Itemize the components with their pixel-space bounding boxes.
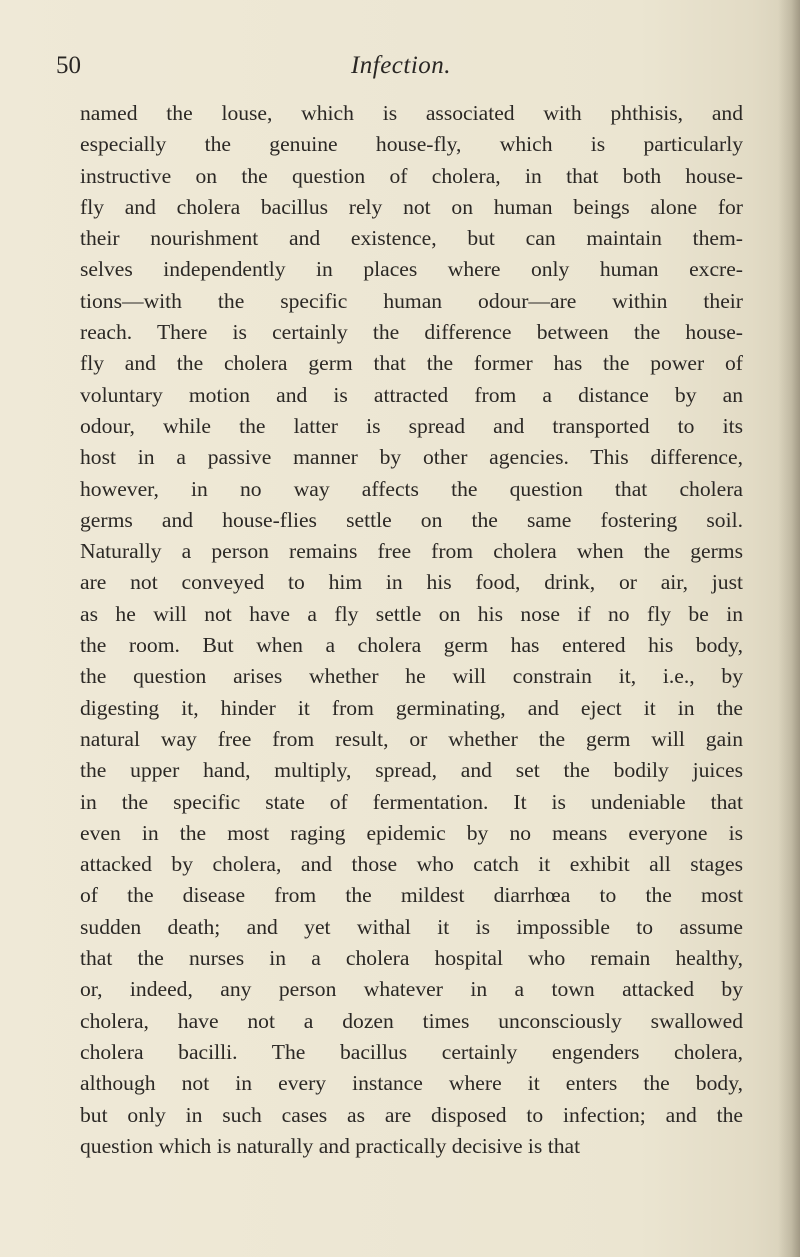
text-line: reach. There is certainly the difference between the house- — [80, 320, 743, 345]
text-line: however, in no way affects the question that cholera — [80, 476, 743, 501]
text-line: their nourishment and existence, but can maintain them- — [80, 226, 743, 251]
running-head — [56, 46, 746, 86]
text-line: that the nurses in a cholera hospital who remain healthy, — [80, 946, 743, 971]
text-line: tions—with the specific human odour—are within their — [80, 288, 743, 313]
text-line: sudden death; and yet withal it is impossible to assume — [80, 914, 743, 939]
text-line: cholera, have not a dozen times unconsciously swallowed — [80, 1008, 743, 1033]
text-line: natural way free from result, or whether the germ will gain — [80, 726, 743, 751]
text-line: even in the most raging epidemic by no means everyone is — [80, 820, 743, 845]
text-line: the upper hand, multiply, spread, and set the bodily juices — [80, 758, 743, 783]
text-line: fly and the cholera germ that the former has the power of — [80, 351, 743, 376]
page-number: 50 — [56, 52, 81, 79]
text-line: but only in such cases as are disposed to infection; and the — [80, 1102, 743, 1127]
text-line: Naturally a person remains free from cholera when the germs — [80, 539, 743, 564]
text-line: although not in every instance where it enters the body, — [80, 1071, 743, 1096]
text-line: the question arises whether he will constrain it, i.e., by — [80, 664, 743, 689]
text-line: fly and cholera bacillus rely not on human beings alone for — [80, 194, 743, 219]
running-title: Infection. — [350, 52, 452, 79]
text-line: germs and house-flies settle on the same fostering soil. — [80, 507, 743, 532]
text-line: host in a passive manner by other agencies. This difference, — [80, 445, 743, 470]
text-line: digesting it, hinder it from germinating, and eject it in the — [80, 695, 743, 720]
text-line: selves independently in places where only human excre- — [80, 257, 743, 282]
text-line: in the specific state of fermentation. It is undeniable that — [80, 789, 743, 814]
text-line: or, indeed, any person whatever in a town attacked by — [80, 977, 743, 1002]
text-line: the room. But when a cholera germ has entered his body, — [80, 633, 743, 658]
text-line: question which is naturally and practically decisive is that — [80, 1133, 581, 1158]
text-line: especially the genuine house-fly, which is particularly — [80, 132, 743, 157]
text-line: cholera bacilli. The bacillus certainly engenders cholera, — [80, 1039, 743, 1064]
page-edge-shadow — [778, 0, 800, 1257]
text-line: of the disease from the mildest diarrhœa to the most — [80, 883, 743, 908]
text-line: attacked by cholera, and those who catch it exhibit all stages — [80, 852, 743, 877]
text-line: as he will not have a fly settle on his nose if no fly be in — [80, 601, 743, 626]
text-line: named the louse, which is associated with phthisis, and — [80, 101, 743, 125]
text-line: are not conveyed to him in his food, drink, or air, just — [80, 570, 743, 595]
body-paragraph — [80, 98, 743, 1162]
text-line: instructive on the question of cholera, in that both house- — [80, 163, 743, 188]
text-line: odour, while the latter is spread and transported to its — [80, 413, 743, 438]
text-line: voluntary motion and is attracted from a distance by an — [80, 382, 743, 407]
